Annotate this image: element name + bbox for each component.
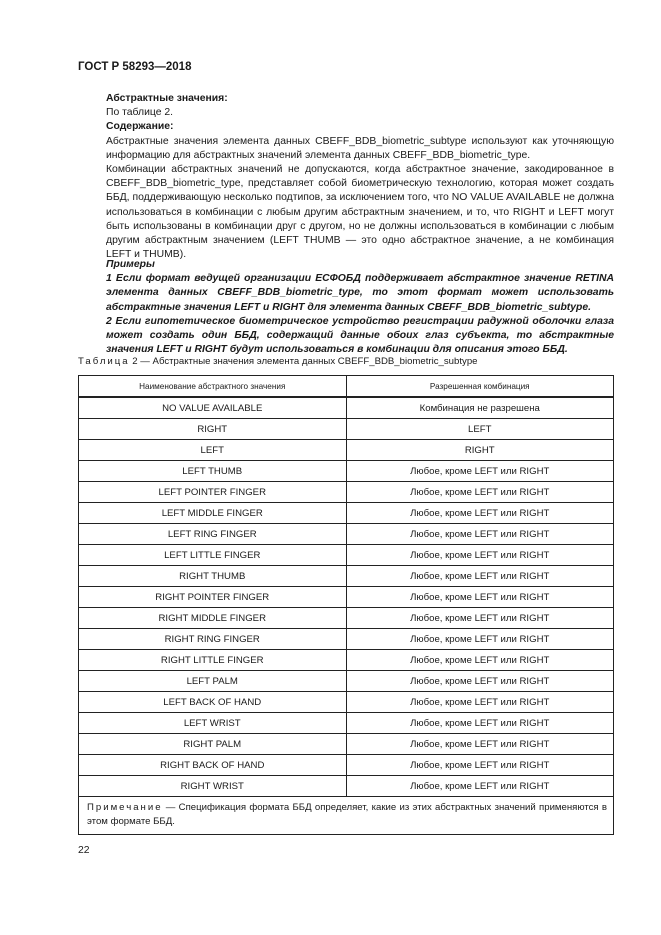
- abstract-value-name: LEFT LITTLE FINGER: [79, 545, 347, 566]
- abstract-value-name: NO VALUE AVAILABLE: [79, 397, 347, 419]
- example-2: 2 Если гипотетическое биометрическое устройство регистрации радужной оболочки глаза может создать один ББД, содержащий данные обоих глаз субъекта, то абстрактные значения LEFT и RIGHT будут использоваться в комбинации для описания этого ББД.: [106, 315, 614, 356]
- table-row: [79, 671, 614, 692]
- allowed-combination: Любое, кроме LEFT или RIGHT: [346, 713, 614, 734]
- table-row: [79, 608, 614, 629]
- abstract-value-name: RIGHT WRIST: [79, 776, 347, 797]
- abstract-value-name: LEFT RING FINGER: [79, 524, 347, 545]
- abstract-value-name: LEFT BACK OF HAND: [79, 692, 347, 713]
- abstract-value-name: LEFT MIDDLE FINGER: [79, 503, 347, 524]
- example-1: 1 Если формат ведущей организации ЕСФОБД поддерживает абстрактное значение RETINA элемента данных CBEFF_BDB_biometric_type, то этот формат может использовать абстрактные значения LEFT и RIGHT для элемента данных CBEFF_BDB_biometric_subtype.: [106, 273, 614, 313]
- abstract-value-name: RIGHT THUMB: [79, 566, 347, 587]
- abstract-value-name: LEFT: [79, 440, 347, 461]
- abstract-values-label: Абстрактные значения:: [106, 93, 228, 104]
- allowed-combination: Любое, кроме LEFT или RIGHT: [346, 482, 614, 503]
- allowed-combination: Любое, кроме LEFT или RIGHT: [346, 776, 614, 797]
- table-row: [79, 461, 614, 482]
- table-row: [79, 440, 614, 461]
- table-row: [79, 482, 614, 503]
- table-row: [79, 419, 614, 440]
- table-note-row: [79, 797, 614, 835]
- content-paragraph-1: Абстрактные значения элемента данных CBEFF_BDB_biometric_subtype используют как уточняющую информацию для абстрактных значений элемента данных CBEFF_BDB_biometric_type.: [106, 135, 614, 161]
- abstract-value-name: RIGHT POINTER FINGER: [79, 587, 347, 608]
- abstract-value-name: RIGHT: [79, 419, 347, 440]
- abstract-value-name: RIGHT PALM: [79, 734, 347, 755]
- table-note: [79, 797, 614, 835]
- table-row: [79, 587, 614, 608]
- allowed-combination: Комбинация не разрешена: [346, 397, 614, 419]
- allowed-combination: LEFT: [346, 419, 614, 440]
- abstract-value-name: RIGHT BACK OF HAND: [79, 755, 347, 776]
- abstract-value-name: LEFT THUMB: [79, 461, 347, 482]
- allowed-combination: Любое, кроме LEFT или RIGHT: [346, 692, 614, 713]
- examples-title: Примеры: [106, 259, 155, 270]
- allowed-combination: Любое, кроме LEFT или RIGHT: [346, 650, 614, 671]
- allowed-combination: Любое, кроме LEFT или RIGHT: [346, 629, 614, 650]
- allowed-combination: RIGHT: [346, 440, 614, 461]
- table-caption: [78, 356, 478, 367]
- abstract-value-name: RIGHT MIDDLE FINGER: [79, 608, 347, 629]
- table-caption-label: Таблица: [78, 356, 130, 367]
- allowed-combination: Любое, кроме LEFT или RIGHT: [346, 503, 614, 524]
- examples: [78, 258, 614, 357]
- abstract-value-name: LEFT PALM: [79, 671, 347, 692]
- table-row: [79, 650, 614, 671]
- allowed-combination: Любое, кроме LEFT или RIGHT: [346, 524, 614, 545]
- table-row: [79, 755, 614, 776]
- table-row: [79, 566, 614, 587]
- table-caption-text: 2 — Абстрактные значения элемента данных CBEFF_BDB_biometric_subtype: [129, 356, 478, 367]
- section-text: [78, 92, 614, 262]
- abstract-value-name: LEFT POINTER FINGER: [79, 482, 347, 503]
- col2-header: Разрешенная комбинация: [346, 376, 614, 398]
- table-row: [79, 734, 614, 755]
- page-number: 22: [78, 845, 90, 856]
- abstract-value-name: LEFT WRIST: [79, 713, 347, 734]
- table-row: [79, 545, 614, 566]
- allowed-combination: Любое, кроме LEFT или RIGHT: [346, 587, 614, 608]
- content-label: Содержание:: [106, 121, 174, 133]
- note-label: Примечание: [87, 802, 163, 813]
- table-row: [79, 629, 614, 650]
- allowed-combination: Любое, кроме LEFT или RIGHT: [346, 671, 614, 692]
- allowed-combination: Любое, кроме LEFT или RIGHT: [346, 461, 614, 482]
- allowed-combination: Любое, кроме LEFT или RIGHT: [346, 608, 614, 629]
- table-row: [79, 713, 614, 734]
- abstract-values-table: [78, 375, 614, 835]
- table-row: [79, 524, 614, 545]
- allowed-combination: Любое, кроме LEFT или RIGHT: [346, 734, 614, 755]
- allowed-combination: Любое, кроме LEFT или RIGHT: [346, 755, 614, 776]
- allowed-combination: Любое, кроме LEFT или RIGHT: [346, 566, 614, 587]
- abstract-values-text: По таблице 2.: [106, 107, 174, 119]
- allowed-combination: Любое, кроме LEFT или RIGHT: [346, 545, 614, 566]
- col1-header: Наименование абстрактного значения: [79, 376, 347, 398]
- table-header-row: [79, 376, 614, 398]
- table-row: [79, 397, 614, 419]
- content-paragraph-2: Комбинации абстрактных значений не допускаются, когда абстрактное значение, закодированное в CBEFF_BDB_biometric_type, представляет собой биометрическую технологию, которая может создать ББД, поддерживающую несколько подтипов, за исключением того, что NO VALUE AVAILABLE не должна использоваться в комбинации с любым другим абстрактным значением, и то, что RIGHT и LEFT могут быть использованы в комбинации друг с другом, но не должны использоваться в комбинации с любым другим абстрактным значением (LEFT THUMB — это одно абстрактное значение, а не комбинация LEFT и THUMB).: [106, 164, 614, 261]
- table-row: [79, 503, 614, 524]
- abstract-value-name: RIGHT LITTLE FINGER: [79, 650, 347, 671]
- note-text: — Спецификация формата ББД определяет, какие из этих абстрактных значений применяются в этом формате ББД.: [87, 802, 607, 827]
- document-header: ГОСТ Р 58293—2018: [78, 61, 192, 73]
- abstract-value-name: RIGHT RING FINGER: [79, 629, 347, 650]
- table-row: [79, 776, 614, 797]
- table-row: [79, 692, 614, 713]
